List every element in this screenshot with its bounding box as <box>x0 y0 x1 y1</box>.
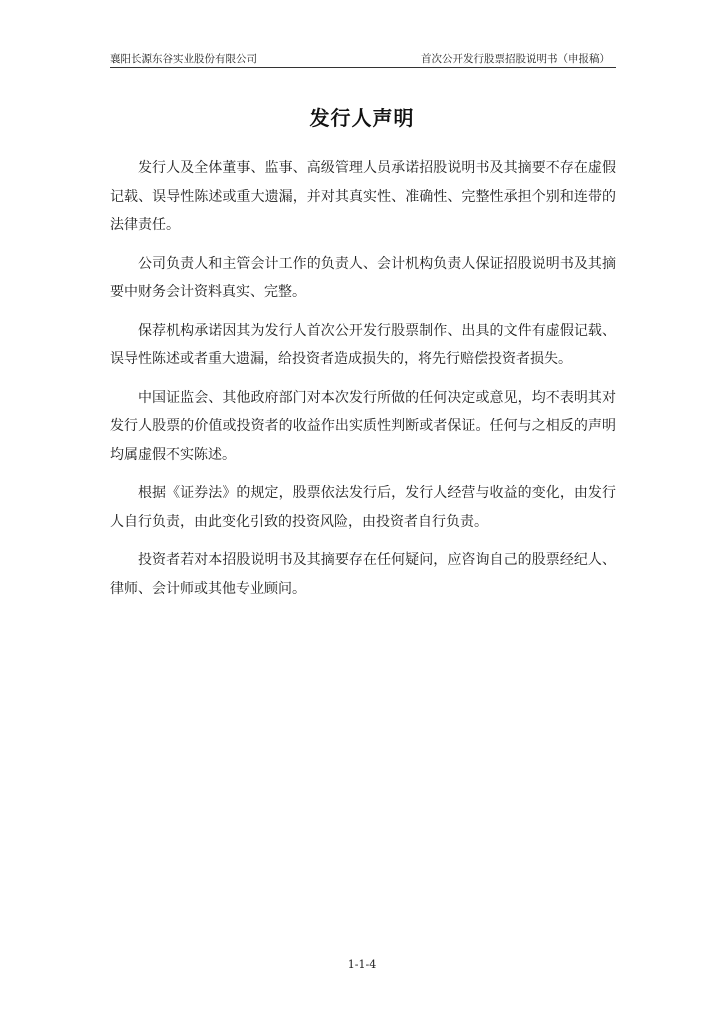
paragraph: 中国证监会、其他政府部门对本次发行所做的任何决定或意见，均不表明其对发行人股票的价值或投资者的收益作出实质性判断或者保证。任何与之相反的声明均属虚假不实陈述。 <box>110 389 616 463</box>
header-document-title: 首次公开发行股票招股说明书（申报稿） <box>421 53 610 65</box>
paragraph: 投资者若对本招股说明书及其摘要存在任何疑问，应咨询自己的股票经纪人、律师、会计师或其他专业顾问。 <box>110 552 616 597</box>
page-title: 发行人声明 <box>309 106 415 130</box>
paragraph: 保荐机构承诺因其为发行人首次公开发行股票制作、出具的文件有虚假记载、误导性陈述或者重大遗漏，给投资者造成损失的，将先行赔偿投资者损失。 <box>110 322 616 367</box>
paragraph: 根据《证券法》的规定，股票依法发行后，发行人经营与收益的变化，由发行人自行负责，由此变化引致的投资风险，由投资者自行负责。 <box>110 485 616 530</box>
paragraph: 发行人及全体董事、监事、高级管理人员承诺招股说明书及其摘要不存在虚假记载、误导性陈述或重大遗漏，并对其真实性、准确性、完整性承担个别和连带的法律责任。 <box>110 160 616 233</box>
declaration-body <box>110 154 616 613</box>
header-divider <box>110 67 616 68</box>
paragraph: 公司负责人和主管会计工作的负责人、会计机构负责人保证招股说明书及其摘要中财务会计资料真实、完整。 <box>110 255 616 300</box>
header-company-name: 襄阳长源东谷实业股份有限公司 <box>110 53 257 65</box>
page-number: 1-1-4 <box>347 958 377 971</box>
